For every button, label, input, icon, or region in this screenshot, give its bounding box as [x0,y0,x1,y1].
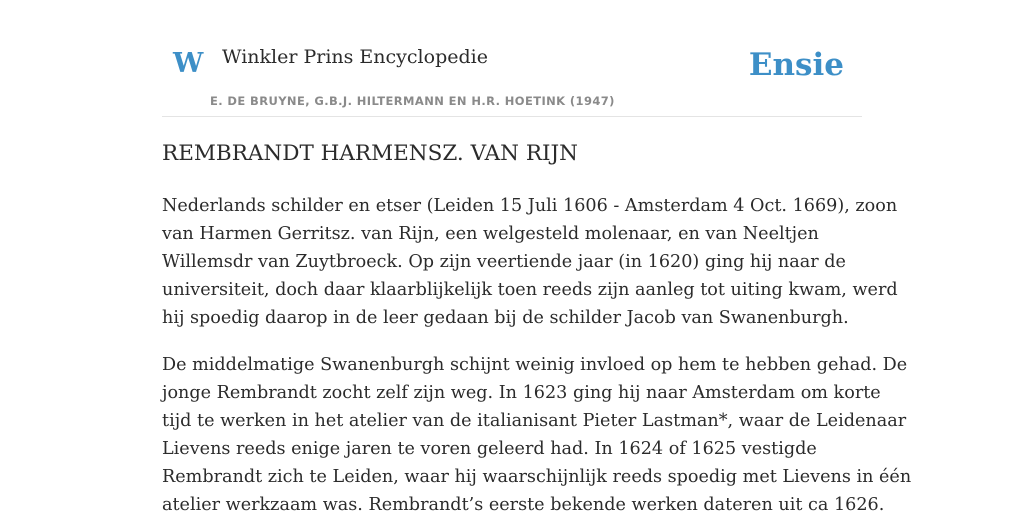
article-body [162,192,912,512]
text-line: hij spoedig daarop in de leer gedaan bij de schilder Jacob van Swanenburgh. [162,308,849,328]
logo-w-icon[interactable]: W [173,48,204,79]
text-line: jonge Rembrandt zocht zelf zijn weg. In 1623 ging hij naar Amsterdam om korte [162,383,881,403]
text-line: universiteit, doch daar klaarblijkelijk toen reeds zijn aanleg tot uiting kwam, werd [162,280,898,300]
article-title: REMBRANDT HARMENSZ. VAN RIJN [162,141,578,166]
text-line: Nederlands schilder en etser (Leiden 15 Juli 1606 - Amsterdam 4 Oct. 1669), zoon [162,196,898,216]
text-line: Rembrandt zich te Leiden, waar hij waarschijnlijk reeds spoedig met Lievens in één [162,467,912,487]
text-line: van Harmen Gerritsz. van Rijn, een welgesteld molenaar, en van Neeltjen [162,224,819,244]
site-header [162,0,862,117]
paragraph-1 [162,192,898,332]
text-line: De middelmatige Swanenburgh schijnt weinig invloed op hem te hebben gehad. De [162,355,908,375]
text-line: tijd te werken in het atelier van de italianisant Pieter Lastman*, waar de Leidenaar [162,411,907,431]
encyclopedia-title-link[interactable]: Winkler Prins Encyclopedie [222,46,488,68]
authors-line: E. DE BRUYNE, G.B.J. HILTERMANN EN H.R. HOETINK (1947) [210,94,615,108]
paragraph-2 [162,351,912,512]
text-line: Willemsdr van Zuytbroeck. Op zijn veertiende jaar (in 1620) ging hij naar de [162,252,846,272]
text-line: Lievens reeds enige jaren te voren geleerd had. In 1624 of 1625 vestigde [162,439,817,459]
text-line: atelier werkzaam was. Rembrandt’s eerste bekende werken dateren uit ca 1626. [162,495,885,512]
ensie-logo-link[interactable]: Ensie [748,47,844,83]
